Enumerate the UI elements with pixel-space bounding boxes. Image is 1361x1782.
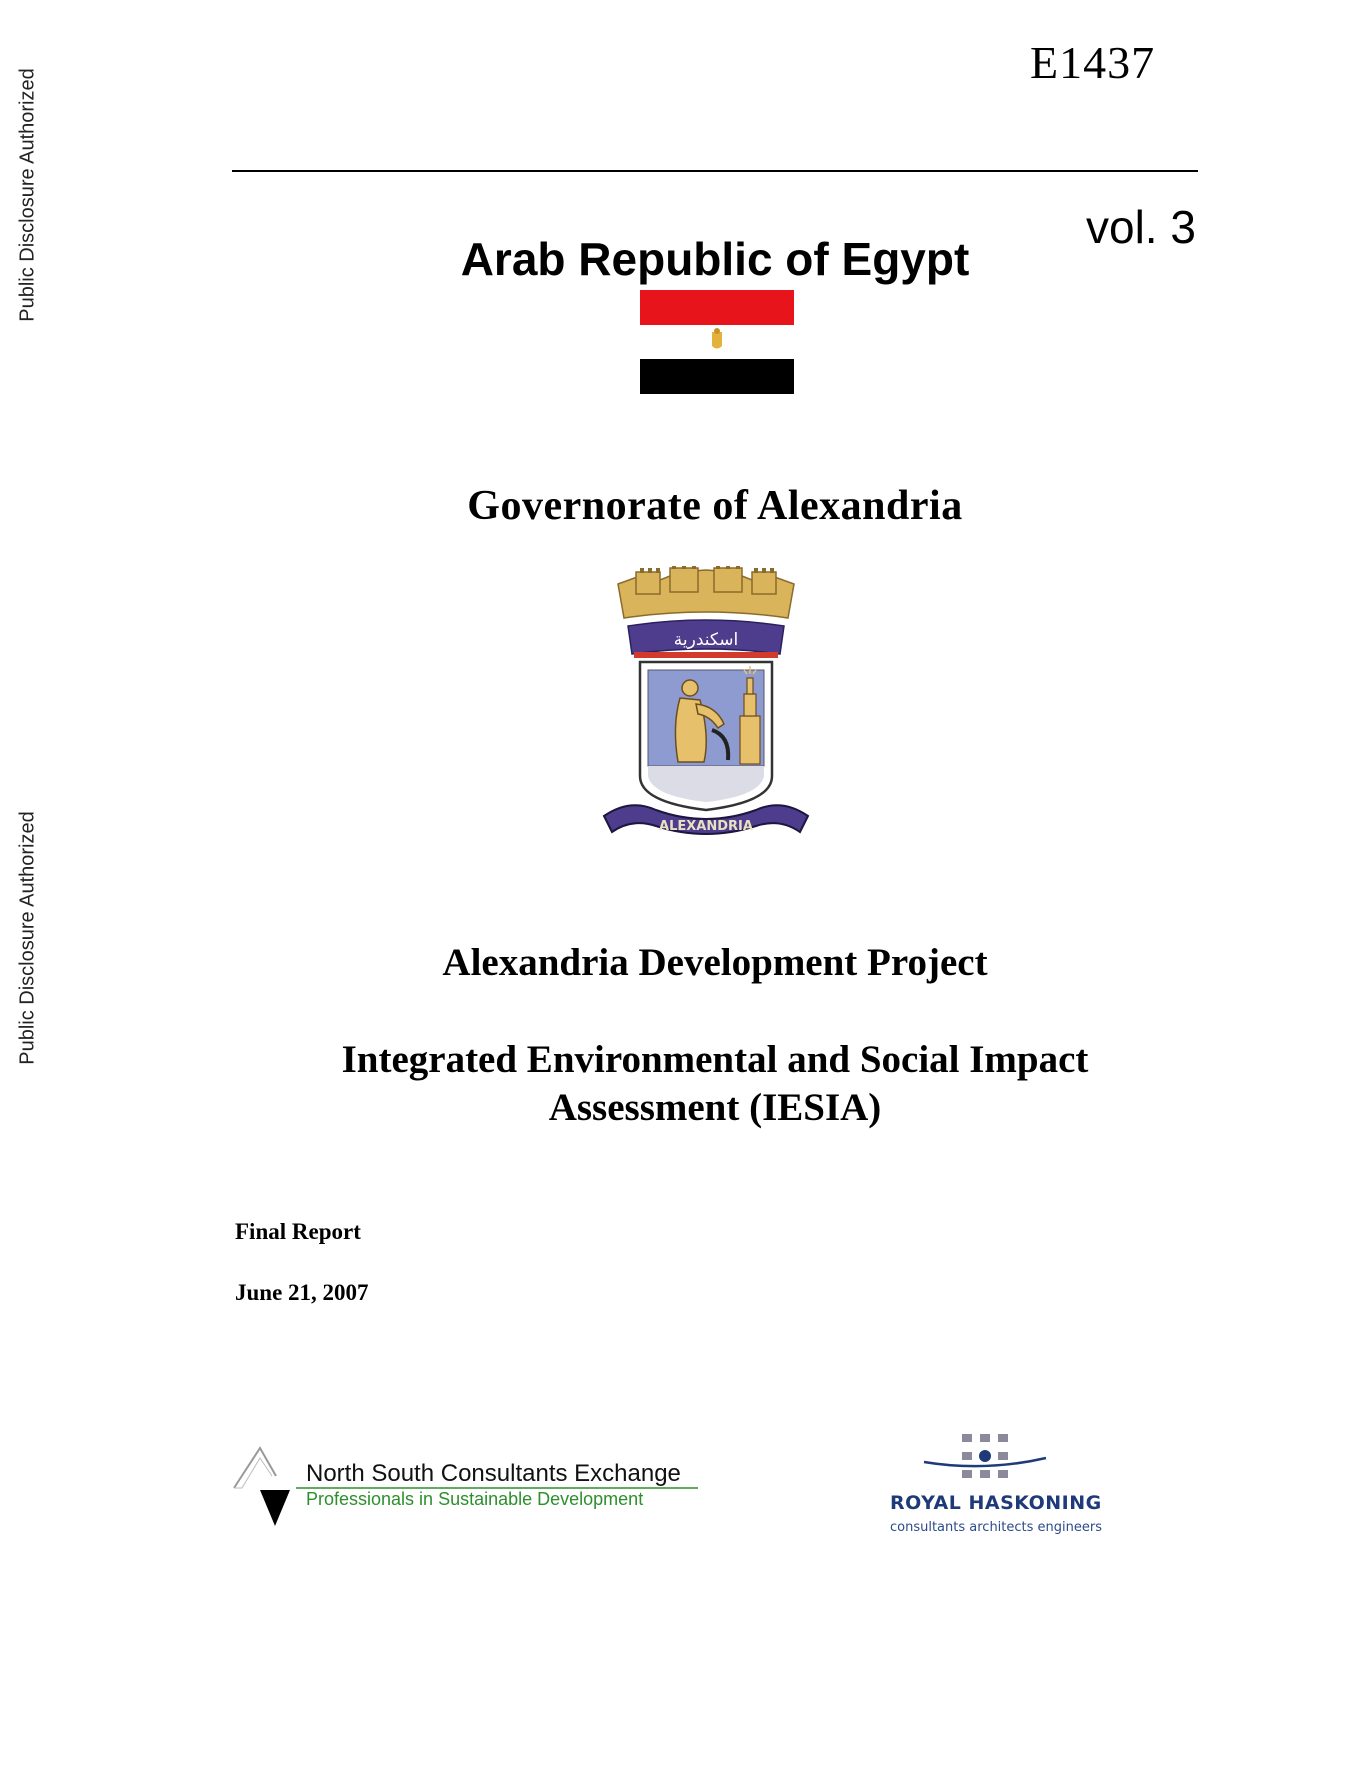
report-date: June 21, 2007: [235, 1280, 369, 1305]
emblem-ribbon-text: ALEXANDRIA: [659, 819, 753, 834]
header-rule: [232, 170, 1198, 172]
volume-label: vol. 3: [1086, 201, 1196, 253]
disclosure-label-top: Public Disclosure Authorized: [16, 68, 39, 322]
nsce-tagline: Professionals in Sustainable Development: [306, 1489, 644, 1509]
report-type: Final Report: [235, 1219, 361, 1244]
royal-haskoning-name: ROYAL HASKONING: [890, 1492, 1102, 1514]
assessment-title: [232, 1036, 1198, 1132]
nsce-name: North South Consultants Exchange: [306, 1460, 681, 1487]
royal-haskoning-logo-icon: [922, 1432, 1048, 1492]
emblem-arabic-text: اسكندرية: [673, 630, 739, 650]
alexandria-coat-of-arms-image: [600, 566, 812, 844]
royal-haskoning-tagline: consultants architects engineers: [890, 1520, 1102, 1535]
governorate-title: Governorate of Alexandria: [467, 483, 963, 529]
assessment-title-line-1: Integrated Environmental and Social Impact: [341, 1038, 1089, 1081]
document-id: E1437: [1030, 37, 1156, 88]
project-title: Alexandria Development Project: [442, 941, 988, 984]
egypt-flag-image: [640, 290, 794, 394]
assessment-title-line-2: Assessment (IESIA): [548, 1086, 882, 1129]
disclosure-label-bottom: Public Disclosure Authorized: [16, 811, 39, 1065]
country-title: Arab Republic of Egypt: [460, 233, 970, 285]
